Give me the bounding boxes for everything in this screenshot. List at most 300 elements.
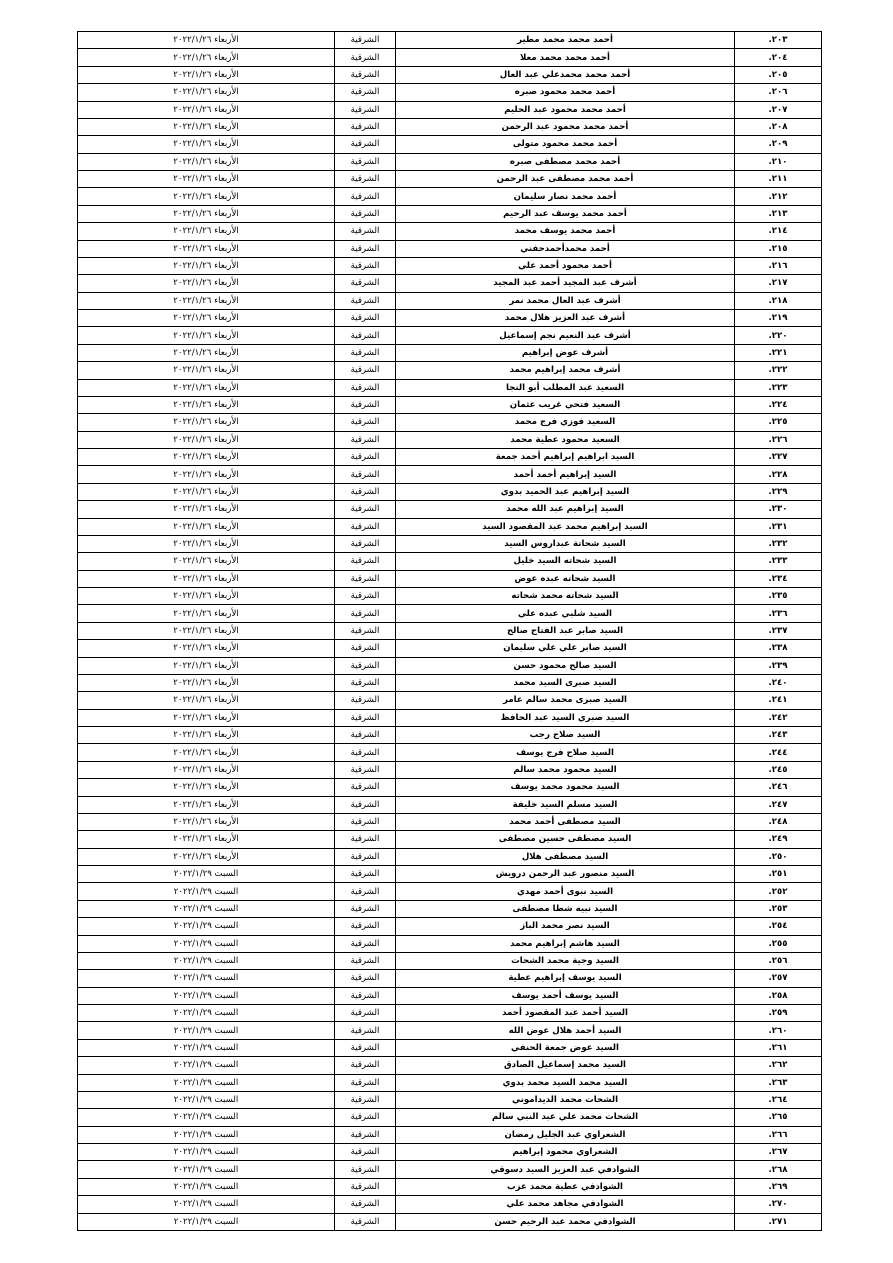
governorate-cell: الشرقية — [335, 848, 396, 865]
name-cell: الشحات محمد علي عبد النبي سالم — [396, 1109, 735, 1126]
table-row — [78, 431, 822, 448]
serial-number-cell: .٢٦٦ — [735, 1126, 822, 1143]
name-cell: السيد يوسف إبراهيم عطية — [396, 970, 735, 987]
governorate-cell: الشرقية — [335, 1178, 396, 1195]
serial-number-cell: .٢١٤ — [735, 223, 822, 240]
serial-number-cell: .٢٦٨ — [735, 1161, 822, 1178]
name-cell: الشحات محمد الديداموني — [396, 1091, 735, 1108]
name-cell: السيد محمود محمد سالم — [396, 761, 735, 778]
serial-number-cell: .٢١١ — [735, 171, 822, 188]
serial-number-cell: .٢٢٠ — [735, 327, 822, 344]
name-cell: السيد إبراهيم محمد عبد المقصود السيد — [396, 518, 735, 535]
serial-number-cell: .٢٢٤ — [735, 396, 822, 413]
name-cell: السيد محمد السيد محمد بدوي — [396, 1074, 735, 1091]
date-cell: السبت ٢٠٢٢/١/٢٩ — [78, 1126, 335, 1143]
table-row — [78, 1178, 822, 1195]
governorate-cell: الشرقية — [335, 727, 396, 744]
governorate-cell: الشرقية — [335, 709, 396, 726]
name-cell: أحمد محمد محمد معلا — [396, 49, 735, 66]
serial-number-cell: .٢١٨ — [735, 292, 822, 309]
governorate-cell: الشرقية — [335, 188, 396, 205]
table-row — [78, 379, 822, 396]
date-cell: الأربعاء ٢٠٢٢/١/٢٦ — [78, 622, 335, 639]
date-cell: الأربعاء ٢٠٢٢/١/٢٦ — [78, 257, 335, 274]
table-row — [78, 831, 822, 848]
governorate-cell: الشرقية — [335, 692, 396, 709]
name-cell: السيد نصر محمد الباز — [396, 918, 735, 935]
table-row — [78, 136, 822, 153]
governorate-cell: الشرقية — [335, 570, 396, 587]
table-row — [78, 1196, 822, 1213]
name-cell: الشعراوي عبد الجليل رمضان — [396, 1126, 735, 1143]
governorate-cell: الشرقية — [335, 1022, 396, 1039]
serial-number-cell: .٢٠٩ — [735, 136, 822, 153]
name-cell: السيد صبري السيد عبد الحافظ — [396, 709, 735, 726]
date-cell: الأربعاء ٢٠٢٢/١/٢٦ — [78, 84, 335, 101]
table-row — [78, 900, 822, 917]
governorate-cell: الشرقية — [335, 935, 396, 952]
serial-number-cell: .٢٦٤ — [735, 1091, 822, 1108]
name-cell: أشرف عبد العال محمد نمر — [396, 292, 735, 309]
governorate-cell: الشرقية — [335, 987, 396, 1004]
governorate-cell: الشرقية — [335, 1161, 396, 1178]
governorate-cell: الشرقية — [335, 449, 396, 466]
date-cell: الأربعاء ٢٠٢٢/١/٢٦ — [78, 848, 335, 865]
roster-table-body — [78, 32, 822, 1231]
governorate-cell: الشرقية — [335, 1126, 396, 1143]
serial-number-cell: .٢٦٢ — [735, 1057, 822, 1074]
date-cell: الأربعاء ٢٠٢٢/١/٢٦ — [78, 396, 335, 413]
serial-number-cell: .٢٤٨ — [735, 813, 822, 830]
table-row — [78, 674, 822, 691]
serial-number-cell: .٢١٧ — [735, 275, 822, 292]
date-cell: الأربعاء ٢٠٢٢/١/٢٦ — [78, 831, 335, 848]
governorate-cell: الشرقية — [335, 1091, 396, 1108]
serial-number-cell: .٢٢٨ — [735, 466, 822, 483]
governorate-cell: الشرقية — [335, 362, 396, 379]
serial-number-cell: .٢٥٧ — [735, 970, 822, 987]
name-cell: أحمد محمدأحمدحفني — [396, 240, 735, 257]
name-cell: السيد شحاته محمد شحاته — [396, 588, 735, 605]
name-cell: أشرف عبد العزيز هلال محمد — [396, 310, 735, 327]
governorate-cell: الشرقية — [335, 466, 396, 483]
governorate-cell: الشرقية — [335, 118, 396, 135]
date-cell: الأربعاء ٢٠٢٢/١/٢٦ — [78, 136, 335, 153]
name-cell: السيد صالح محمود حسن — [396, 657, 735, 674]
serial-number-cell: .٢٦٩ — [735, 1178, 822, 1195]
table-row — [78, 1213, 822, 1230]
serial-number-cell: .٢٥٣ — [735, 900, 822, 917]
governorate-cell: الشرقية — [335, 66, 396, 83]
table-row — [78, 1022, 822, 1039]
serial-number-cell: .٢٠٤ — [735, 49, 822, 66]
serial-number-cell: .٢٦٠ — [735, 1022, 822, 1039]
serial-number-cell: .٢٠٨ — [735, 118, 822, 135]
governorate-cell: الشرقية — [335, 501, 396, 518]
governorate-cell: الشرقية — [335, 84, 396, 101]
date-cell: الأربعاء ٢٠٢٢/١/٢٦ — [78, 518, 335, 535]
governorate-cell: الشرقية — [335, 1074, 396, 1091]
serial-number-cell: .٢٢١ — [735, 344, 822, 361]
name-cell: السيد صبرى محمد سالم عامر — [396, 692, 735, 709]
date-cell: الأربعاء ٢٠٢٢/١/٢٦ — [78, 779, 335, 796]
serial-number-cell: .٢٠٦ — [735, 84, 822, 101]
date-cell: الأربعاء ٢٠٢٢/١/٢٦ — [78, 744, 335, 761]
name-cell: السيد محمود محمد يوسف — [396, 779, 735, 796]
date-cell: الأربعاء ٢٠٢٢/١/٢٦ — [78, 657, 335, 674]
table-row — [78, 848, 822, 865]
table-row — [78, 535, 822, 552]
serial-number-cell: .٢٤١ — [735, 692, 822, 709]
governorate-cell: الشرقية — [335, 640, 396, 657]
date-cell: السبت ٢٠٢٢/١/٢٩ — [78, 970, 335, 987]
governorate-cell: الشرقية — [335, 1109, 396, 1126]
serial-number-cell: .٢٣١ — [735, 518, 822, 535]
governorate-cell: الشرقية — [335, 831, 396, 848]
serial-number-cell: .٢٣٩ — [735, 657, 822, 674]
governorate-cell: الشرقية — [335, 431, 396, 448]
serial-number-cell: .٢٧١ — [735, 1213, 822, 1230]
name-cell: السيد نبوى أحمد مهدي — [396, 883, 735, 900]
serial-number-cell: .٢٣٨ — [735, 640, 822, 657]
name-cell: أحمد محمد يوسف محمد — [396, 223, 735, 240]
name-cell: السيد شلبي عبده علي — [396, 605, 735, 622]
date-cell: الأربعاء ٢٠٢٢/١/٢٦ — [78, 501, 335, 518]
name-cell: السيد إبراهيم عبد الحميد بدوي — [396, 483, 735, 500]
serial-number-cell: .٢٤٤ — [735, 744, 822, 761]
governorate-cell: الشرقية — [335, 483, 396, 500]
table-row — [78, 344, 822, 361]
serial-number-cell: .٢١٩ — [735, 310, 822, 327]
governorate-cell: الشرقية — [335, 1196, 396, 1213]
name-cell: الشوادفي محمد عبد الرحيم حسن — [396, 1213, 735, 1230]
date-cell: السبت ٢٠٢٢/١/٢٩ — [78, 900, 335, 917]
name-cell: السعيد محمود عطية محمد — [396, 431, 735, 448]
serial-number-cell: .٢٥٦ — [735, 952, 822, 969]
governorate-cell: الشرقية — [335, 553, 396, 570]
date-cell: الأربعاء ٢٠٢٢/١/٢٦ — [78, 379, 335, 396]
table-row — [78, 779, 822, 796]
serial-number-cell: .٢٣٧ — [735, 622, 822, 639]
date-cell: السبت ٢٠٢٢/١/٢٩ — [78, 918, 335, 935]
table-row — [78, 275, 822, 292]
name-cell: السعيد فوزي فرج محمد — [396, 414, 735, 431]
serial-number-cell: .٢٥٩ — [735, 1005, 822, 1022]
table-row — [78, 1144, 822, 1161]
name-cell: السيد منصور عبد الرحمن درويش — [396, 866, 735, 883]
table-row — [78, 588, 822, 605]
serial-number-cell: .٢٢٥ — [735, 414, 822, 431]
governorate-cell: الشرقية — [335, 744, 396, 761]
governorate-cell: الشرقية — [335, 327, 396, 344]
name-cell: السيد أحمد هلال عوض الله — [396, 1022, 735, 1039]
date-cell: الأربعاء ٢٠٢٢/١/٢٦ — [78, 692, 335, 709]
serial-number-cell: .٢٤٧ — [735, 796, 822, 813]
name-cell: السيد صابر عبد الفتاح صالح — [396, 622, 735, 639]
name-cell: أحمد محمد محمد مطير — [396, 32, 735, 49]
table-row — [78, 1161, 822, 1178]
name-cell: أحمد محمد يوسف عبد الرحيم — [396, 205, 735, 222]
governorate-cell: الشرقية — [335, 535, 396, 552]
name-cell: السيد مصطفى أحمد محمد — [396, 813, 735, 830]
serial-number-cell: .٢١٢ — [735, 188, 822, 205]
table-row — [78, 622, 822, 639]
serial-number-cell: .٢٣٠ — [735, 501, 822, 518]
governorate-cell: الشرقية — [335, 396, 396, 413]
governorate-cell: الشرقية — [335, 813, 396, 830]
table-row — [78, 918, 822, 935]
table-row — [78, 1074, 822, 1091]
name-cell: أشرف عبد النعيم نجم إسماعيل — [396, 327, 735, 344]
governorate-cell: الشرقية — [335, 761, 396, 778]
name-cell: الشوادفي مجاهد محمد علي — [396, 1196, 735, 1213]
table-row — [78, 1057, 822, 1074]
roster-table — [77, 31, 822, 1231]
governorate-cell: الشرقية — [335, 1005, 396, 1022]
name-cell: أحمد محمد محمود عبد الرحمن — [396, 118, 735, 135]
date-cell: الأربعاء ٢٠٢٢/١/٢٦ — [78, 727, 335, 744]
table-row — [78, 292, 822, 309]
serial-number-cell: .٢١٦ — [735, 257, 822, 274]
date-cell: الأربعاء ٢٠٢٢/١/٢٦ — [78, 466, 335, 483]
serial-number-cell: .٢١٣ — [735, 205, 822, 222]
serial-number-cell: .٢٥٠ — [735, 848, 822, 865]
serial-number-cell: .٢٤٦ — [735, 779, 822, 796]
table-row — [78, 483, 822, 500]
governorate-cell: الشرقية — [335, 257, 396, 274]
date-cell: الأربعاء ٢٠٢٢/١/٢٦ — [78, 588, 335, 605]
date-cell: الأربعاء ٢٠٢٢/١/٢٦ — [78, 292, 335, 309]
table-row — [78, 414, 822, 431]
table-row — [78, 153, 822, 170]
governorate-cell: الشرقية — [335, 344, 396, 361]
table-row — [78, 761, 822, 778]
name-cell: السيد مسلم السيد خليفة — [396, 796, 735, 813]
serial-number-cell: .٢٣٦ — [735, 605, 822, 622]
table-row — [78, 205, 822, 222]
serial-number-cell: .٢٥٨ — [735, 987, 822, 1004]
serial-number-cell: .٢٢٣ — [735, 379, 822, 396]
name-cell: السيد صبرى السيد محمد — [396, 674, 735, 691]
name-cell: السعيد فتحي غريب عثمان — [396, 396, 735, 413]
serial-number-cell: .٢٢٢ — [735, 362, 822, 379]
table-row — [78, 605, 822, 622]
table-row — [78, 327, 822, 344]
date-cell: الأربعاء ٢٠٢٢/١/٢٦ — [78, 640, 335, 657]
name-cell: السيد صابر علي علي سليمان — [396, 640, 735, 657]
serial-number-cell: .٢٥٤ — [735, 918, 822, 935]
table-row — [78, 727, 822, 744]
date-cell: السبت ٢٠٢٢/١/٢٩ — [78, 1074, 335, 1091]
date-cell: الأربعاء ٢٠٢٢/١/٢٦ — [78, 553, 335, 570]
governorate-cell: الشرقية — [335, 171, 396, 188]
date-cell: السبت ٢٠٢٢/١/٢٩ — [78, 1196, 335, 1213]
name-cell: السعيد عبد المطلب أبو النجا — [396, 379, 735, 396]
name-cell: السيد إبراهيم عبد الله محمد — [396, 501, 735, 518]
serial-number-cell: .٢٢٧ — [735, 449, 822, 466]
serial-number-cell: .٢٥٢ — [735, 883, 822, 900]
governorate-cell: الشرقية — [335, 883, 396, 900]
name-cell: السيد صلاح فرج يوسف — [396, 744, 735, 761]
name-cell: السيد أحمد عبد المقصود أحمد — [396, 1005, 735, 1022]
table-row — [78, 692, 822, 709]
governorate-cell: الشرقية — [335, 101, 396, 118]
governorate-cell: الشرقية — [335, 674, 396, 691]
date-cell: الأربعاء ٢٠٢٢/١/٢٦ — [78, 275, 335, 292]
serial-number-cell: .٢٣٤ — [735, 570, 822, 587]
table-row — [78, 866, 822, 883]
date-cell: السبت ٢٠٢٢/١/٢٩ — [78, 1213, 335, 1230]
date-cell: الأربعاء ٢٠٢٢/١/٢٦ — [78, 171, 335, 188]
governorate-cell: الشرقية — [335, 292, 396, 309]
date-cell: الأربعاء ٢٠٢٢/١/٢٦ — [78, 362, 335, 379]
governorate-cell: الشرقية — [335, 1039, 396, 1056]
serial-number-cell: .٢٥١ — [735, 866, 822, 883]
table-row — [78, 257, 822, 274]
table-row — [78, 101, 822, 118]
table-row — [78, 66, 822, 83]
date-cell: الأربعاء ٢٠٢٢/١/٢٦ — [78, 449, 335, 466]
serial-number-cell: .٢٤٠ — [735, 674, 822, 691]
serial-number-cell: .٢٦٣ — [735, 1074, 822, 1091]
governorate-cell: الشرقية — [335, 657, 396, 674]
governorate-cell: الشرقية — [335, 310, 396, 327]
table-row — [78, 952, 822, 969]
table-row — [78, 640, 822, 657]
name-cell: أحمد محمد محمود عبد الحليم — [396, 101, 735, 118]
serial-number-cell: .٢٠٥ — [735, 66, 822, 83]
date-cell: الأربعاء ٢٠٢٢/١/٢٦ — [78, 813, 335, 830]
date-cell: السبت ٢٠٢٢/١/٢٩ — [78, 1109, 335, 1126]
name-cell: السيد شحاته السيد خليل — [396, 553, 735, 570]
table-row — [78, 32, 822, 49]
name-cell: أحمد محمد محمود صبره — [396, 84, 735, 101]
table-row — [78, 813, 822, 830]
date-cell: الأربعاء ٢٠٢٢/١/٢٦ — [78, 66, 335, 83]
governorate-cell: الشرقية — [335, 136, 396, 153]
date-cell: السبت ٢٠٢٢/١/٢٩ — [78, 952, 335, 969]
governorate-cell: الشرقية — [335, 49, 396, 66]
table-row — [78, 310, 822, 327]
date-cell: الأربعاء ٢٠٢٢/١/٢٦ — [78, 414, 335, 431]
name-cell: أحمد محمد مصطفى صبره — [396, 153, 735, 170]
date-cell: الأربعاء ٢٠٢٢/١/٢٦ — [78, 223, 335, 240]
date-cell: الأربعاء ٢٠٢٢/١/٢٦ — [78, 605, 335, 622]
date-cell: الأربعاء ٢٠٢٢/١/٢٦ — [78, 796, 335, 813]
date-cell: السبت ٢٠٢٢/١/٢٩ — [78, 1057, 335, 1074]
serial-number-cell: .٢٤٣ — [735, 727, 822, 744]
name-cell: السيد يوسف أحمد يوسف — [396, 987, 735, 1004]
table-row — [78, 987, 822, 1004]
table-row — [78, 396, 822, 413]
table-row — [78, 553, 822, 570]
governorate-cell: الشرقية — [335, 1057, 396, 1074]
date-cell: الأربعاء ٢٠٢٢/١/٢٦ — [78, 118, 335, 135]
serial-number-cell: .٢٧٠ — [735, 1196, 822, 1213]
date-cell: الأربعاء ٢٠٢٢/١/٢٦ — [78, 240, 335, 257]
date-cell: السبت ٢٠٢٢/١/٢٩ — [78, 1178, 335, 1195]
name-cell: أحمد محمد نصار سليمان — [396, 188, 735, 205]
name-cell: أحمد محمد محمدعلي عبد العال — [396, 66, 735, 83]
serial-number-cell: .٢٤٥ — [735, 761, 822, 778]
name-cell: أشرف عوض إبراهيم — [396, 344, 735, 361]
table-row — [78, 744, 822, 761]
table-row — [78, 935, 822, 952]
date-cell: السبت ٢٠٢٢/١/٢٩ — [78, 1005, 335, 1022]
table-row — [78, 362, 822, 379]
serial-number-cell: .٢٦٧ — [735, 1144, 822, 1161]
governorate-cell: الشرقية — [335, 866, 396, 883]
name-cell: السيد صلاح رجب — [396, 727, 735, 744]
date-cell: السبت ٢٠٢٢/١/٢٩ — [78, 1022, 335, 1039]
date-cell: الأربعاء ٢٠٢٢/١/٢٦ — [78, 310, 335, 327]
governorate-cell: الشرقية — [335, 918, 396, 935]
governorate-cell: الشرقية — [335, 952, 396, 969]
table-row — [78, 449, 822, 466]
serial-number-cell: .٢١٥ — [735, 240, 822, 257]
table-row — [78, 118, 822, 135]
serial-number-cell: .٢٤٩ — [735, 831, 822, 848]
date-cell: الأربعاء ٢٠٢٢/١/٢٦ — [78, 327, 335, 344]
governorate-cell: الشرقية — [335, 970, 396, 987]
date-cell: السبت ٢٠٢٢/١/٢٩ — [78, 1039, 335, 1056]
governorate-cell: الشرقية — [335, 588, 396, 605]
governorate-cell: الشرقية — [335, 622, 396, 639]
date-cell: الأربعاء ٢٠٢٢/١/٢٦ — [78, 101, 335, 118]
date-cell: الأربعاء ٢٠٢٢/١/٢٦ — [78, 535, 335, 552]
table-row — [78, 1109, 822, 1126]
table-row — [78, 171, 822, 188]
date-cell: الأربعاء ٢٠٢٢/١/٢٦ — [78, 431, 335, 448]
name-cell: أحمد محمد مصطفى عبد الرحمن — [396, 171, 735, 188]
date-cell: الأربعاء ٢٠٢٢/١/٢٦ — [78, 483, 335, 500]
name-cell: السيد نبيه شطا مصطفى — [396, 900, 735, 917]
date-cell: السبت ٢٠٢٢/١/٢٩ — [78, 1091, 335, 1108]
date-cell: السبت ٢٠٢٢/١/٢٩ — [78, 866, 335, 883]
name-cell: أحمد محمود أحمد علي — [396, 257, 735, 274]
name-cell: السيد ابراهيم إبراهيم أحمد جمعة — [396, 449, 735, 466]
governorate-cell: الشرقية — [335, 518, 396, 535]
serial-number-cell: .٢٦١ — [735, 1039, 822, 1056]
governorate-cell: الشرقية — [335, 153, 396, 170]
serial-number-cell: .٢٢٩ — [735, 483, 822, 500]
table-row — [78, 970, 822, 987]
table-row — [78, 518, 822, 535]
serial-number-cell: .٢٢٦ — [735, 431, 822, 448]
governorate-cell: الشرقية — [335, 1144, 396, 1161]
serial-number-cell: .٢٦٥ — [735, 1109, 822, 1126]
serial-number-cell: .٢٠٣ — [735, 32, 822, 49]
table-row — [78, 466, 822, 483]
governorate-cell: الشرقية — [335, 779, 396, 796]
table-row — [78, 796, 822, 813]
name-cell: الشعراوي محمود إبراهيم — [396, 1144, 735, 1161]
governorate-cell: الشرقية — [335, 379, 396, 396]
date-cell: الأربعاء ٢٠٢٢/١/٢٦ — [78, 761, 335, 778]
governorate-cell: الشرقية — [335, 900, 396, 917]
date-cell: الأربعاء ٢٠٢٢/١/٢٦ — [78, 344, 335, 361]
governorate-cell: الشرقية — [335, 223, 396, 240]
table-row — [78, 1091, 822, 1108]
table-row — [78, 84, 822, 101]
table-row — [78, 1039, 822, 1056]
name-cell: السيد مصطفى هلال — [396, 848, 735, 865]
table-row — [78, 240, 822, 257]
table-row — [78, 883, 822, 900]
table-row — [78, 709, 822, 726]
serial-number-cell: .٢٤٢ — [735, 709, 822, 726]
table-row — [78, 1126, 822, 1143]
